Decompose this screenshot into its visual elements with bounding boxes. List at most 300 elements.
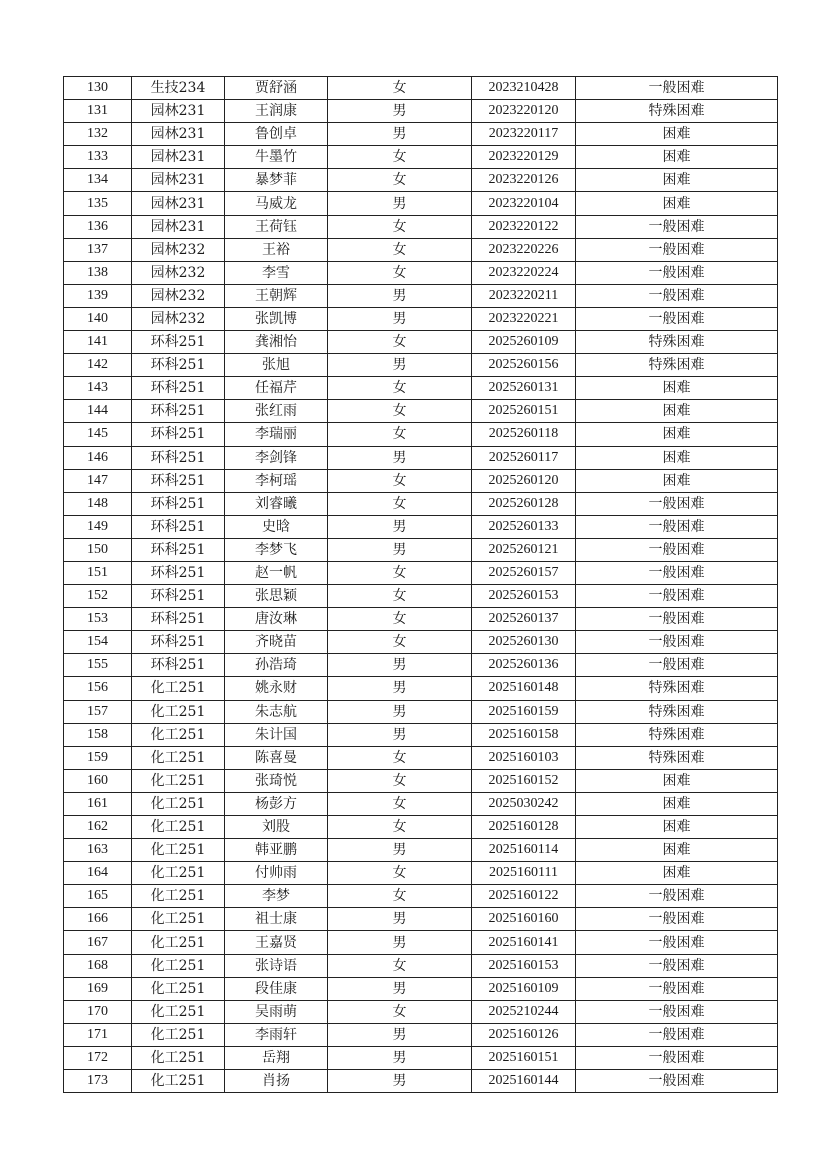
cell-class: 化工251 bbox=[132, 792, 225, 815]
cell-student-id: 2025260151 bbox=[472, 400, 576, 423]
cell-gender: 女 bbox=[328, 792, 472, 815]
cell-name: 祖士康 bbox=[225, 908, 328, 931]
cell-gender: 男 bbox=[328, 977, 472, 1000]
cell-name: 刘股 bbox=[225, 816, 328, 839]
cell-number: 131 bbox=[64, 100, 132, 123]
cell-class: 环科251 bbox=[132, 585, 225, 608]
table-row bbox=[64, 515, 778, 538]
cell-student-id: 2023220126 bbox=[472, 169, 576, 192]
cell-gender: 男 bbox=[328, 908, 472, 931]
cell-gender: 女 bbox=[328, 215, 472, 238]
cell-difficulty-level: 一般困难 bbox=[576, 1000, 778, 1023]
cell-number: 161 bbox=[64, 792, 132, 815]
cell-name: 段佳康 bbox=[225, 977, 328, 1000]
table-row bbox=[64, 261, 778, 284]
cell-student-id: 2025160122 bbox=[472, 885, 576, 908]
cell-difficulty-level: 一般困难 bbox=[576, 515, 778, 538]
cell-number: 139 bbox=[64, 284, 132, 307]
cell-number: 133 bbox=[64, 146, 132, 169]
cell-name: 李雨轩 bbox=[225, 1023, 328, 1046]
cell-class: 园林231 bbox=[132, 100, 225, 123]
cell-gender: 男 bbox=[328, 538, 472, 561]
table-row bbox=[64, 423, 778, 446]
cell-number: 151 bbox=[64, 561, 132, 584]
cell-number: 164 bbox=[64, 862, 132, 885]
table-row bbox=[64, 954, 778, 977]
cell-name: 韩亚鹏 bbox=[225, 839, 328, 862]
cell-class: 化工251 bbox=[132, 1070, 225, 1093]
cell-difficulty-level: 困难 bbox=[576, 769, 778, 792]
cell-student-id: 2025260128 bbox=[472, 492, 576, 515]
cell-name: 张红雨 bbox=[225, 400, 328, 423]
cell-number: 136 bbox=[64, 215, 132, 238]
cell-number: 163 bbox=[64, 839, 132, 862]
cell-class: 化工251 bbox=[132, 746, 225, 769]
cell-number: 172 bbox=[64, 1046, 132, 1069]
table-row bbox=[64, 146, 778, 169]
cell-number: 130 bbox=[64, 77, 132, 100]
cell-class: 环科251 bbox=[132, 400, 225, 423]
cell-name: 李瑞丽 bbox=[225, 423, 328, 446]
cell-gender: 女 bbox=[328, 377, 472, 400]
cell-student-id: 2023220224 bbox=[472, 261, 576, 284]
cell-difficulty-level: 一般困难 bbox=[576, 885, 778, 908]
cell-gender: 男 bbox=[328, 723, 472, 746]
cell-difficulty-level: 一般困难 bbox=[576, 492, 778, 515]
cell-gender: 男 bbox=[328, 931, 472, 954]
cell-student-id: 2023220122 bbox=[472, 215, 576, 238]
cell-student-id: 2025160153 bbox=[472, 954, 576, 977]
cell-name: 张凯博 bbox=[225, 307, 328, 330]
cell-class: 环科251 bbox=[132, 515, 225, 538]
cell-difficulty-level: 一般困难 bbox=[576, 1070, 778, 1093]
cell-number: 166 bbox=[64, 908, 132, 931]
table-row bbox=[64, 100, 778, 123]
cell-student-id: 2023220226 bbox=[472, 238, 576, 261]
cell-name: 孙浩琦 bbox=[225, 654, 328, 677]
cell-class: 化工251 bbox=[132, 677, 225, 700]
cell-difficulty-level: 一般困难 bbox=[576, 77, 778, 100]
cell-student-id: 2025160151 bbox=[472, 1046, 576, 1069]
cell-name: 朱志航 bbox=[225, 700, 328, 723]
cell-name: 朱计国 bbox=[225, 723, 328, 746]
cell-difficulty-level: 特殊困难 bbox=[576, 331, 778, 354]
table-row bbox=[64, 677, 778, 700]
cell-class: 化工251 bbox=[132, 954, 225, 977]
cell-gender: 女 bbox=[328, 608, 472, 631]
cell-student-id: 2025260118 bbox=[472, 423, 576, 446]
cell-number: 170 bbox=[64, 1000, 132, 1023]
cell-number: 153 bbox=[64, 608, 132, 631]
cell-number: 165 bbox=[64, 885, 132, 908]
cell-name: 龚湘怡 bbox=[225, 331, 328, 354]
cell-student-id: 2025260133 bbox=[472, 515, 576, 538]
cell-student-id: 2025260157 bbox=[472, 561, 576, 584]
cell-name: 刘睿曦 bbox=[225, 492, 328, 515]
cell-class: 园林232 bbox=[132, 261, 225, 284]
cell-student-id: 2025260131 bbox=[472, 377, 576, 400]
cell-student-id: 2025160160 bbox=[472, 908, 576, 931]
cell-difficulty-level: 一般困难 bbox=[576, 654, 778, 677]
cell-student-id: 2025160111 bbox=[472, 862, 576, 885]
cell-student-id: 2025160141 bbox=[472, 931, 576, 954]
cell-gender: 女 bbox=[328, 77, 472, 100]
cell-number: 168 bbox=[64, 954, 132, 977]
cell-student-id: 2025160128 bbox=[472, 816, 576, 839]
cell-student-id: 2025260156 bbox=[472, 354, 576, 377]
cell-number: 145 bbox=[64, 423, 132, 446]
cell-gender: 女 bbox=[328, 769, 472, 792]
table-row bbox=[64, 561, 778, 584]
table-row bbox=[64, 792, 778, 815]
cell-class: 园林232 bbox=[132, 307, 225, 330]
cell-difficulty-level: 一般困难 bbox=[576, 307, 778, 330]
cell-student-id: 2025160103 bbox=[472, 746, 576, 769]
cell-gender: 女 bbox=[328, 469, 472, 492]
cell-number: 155 bbox=[64, 654, 132, 677]
cell-difficulty-level: 特殊困难 bbox=[576, 100, 778, 123]
table-row bbox=[64, 1000, 778, 1023]
cell-class: 化工251 bbox=[132, 977, 225, 1000]
cell-difficulty-level: 困难 bbox=[576, 123, 778, 146]
cell-number: 135 bbox=[64, 192, 132, 215]
cell-student-id: 2025260121 bbox=[472, 538, 576, 561]
cell-difficulty-level: 特殊困难 bbox=[576, 746, 778, 769]
cell-class: 环科251 bbox=[132, 631, 225, 654]
cell-number: 154 bbox=[64, 631, 132, 654]
cell-difficulty-level: 困难 bbox=[576, 377, 778, 400]
cell-name: 唐汝琳 bbox=[225, 608, 328, 631]
cell-number: 158 bbox=[64, 723, 132, 746]
table-row bbox=[64, 608, 778, 631]
table-row bbox=[64, 1023, 778, 1046]
cell-student-id: 2025260153 bbox=[472, 585, 576, 608]
table-row bbox=[64, 908, 778, 931]
cell-name: 李梦 bbox=[225, 885, 328, 908]
cell-gender: 男 bbox=[328, 1023, 472, 1046]
cell-gender: 男 bbox=[328, 839, 472, 862]
cell-name: 李剑锋 bbox=[225, 446, 328, 469]
cell-class: 化工251 bbox=[132, 931, 225, 954]
cell-class: 化工251 bbox=[132, 1046, 225, 1069]
cell-gender: 男 bbox=[328, 354, 472, 377]
cell-class: 生技234 bbox=[132, 77, 225, 100]
cell-name: 贾舒涵 bbox=[225, 77, 328, 100]
cell-gender: 女 bbox=[328, 261, 472, 284]
cell-difficulty-level: 困难 bbox=[576, 469, 778, 492]
cell-gender: 女 bbox=[328, 585, 472, 608]
cell-class: 化工251 bbox=[132, 839, 225, 862]
cell-class: 环科251 bbox=[132, 446, 225, 469]
cell-name: 李梦飞 bbox=[225, 538, 328, 561]
cell-difficulty-level: 困难 bbox=[576, 169, 778, 192]
cell-difficulty-level: 一般困难 bbox=[576, 215, 778, 238]
cell-number: 156 bbox=[64, 677, 132, 700]
table-row bbox=[64, 354, 778, 377]
cell-name: 齐晓苗 bbox=[225, 631, 328, 654]
cell-number: 148 bbox=[64, 492, 132, 515]
cell-class: 化工251 bbox=[132, 885, 225, 908]
cell-difficulty-level: 特殊困难 bbox=[576, 700, 778, 723]
cell-student-id: 2023220120 bbox=[472, 100, 576, 123]
cell-difficulty-level: 一般困难 bbox=[576, 631, 778, 654]
table-row bbox=[64, 977, 778, 1000]
table-row bbox=[64, 862, 778, 885]
cell-difficulty-level: 一般困难 bbox=[576, 1046, 778, 1069]
cell-class: 园林231 bbox=[132, 146, 225, 169]
table-row bbox=[64, 169, 778, 192]
cell-class: 环科251 bbox=[132, 538, 225, 561]
cell-number: 171 bbox=[64, 1023, 132, 1046]
table-row bbox=[64, 700, 778, 723]
cell-number: 140 bbox=[64, 307, 132, 330]
cell-student-id: 2025160126 bbox=[472, 1023, 576, 1046]
cell-gender: 男 bbox=[328, 123, 472, 146]
cell-name: 姚永财 bbox=[225, 677, 328, 700]
cell-student-id: 2023220104 bbox=[472, 192, 576, 215]
cell-difficulty-level: 困难 bbox=[576, 400, 778, 423]
cell-number: 137 bbox=[64, 238, 132, 261]
cell-name: 肖扬 bbox=[225, 1070, 328, 1093]
table-row bbox=[64, 377, 778, 400]
cell-gender: 男 bbox=[328, 1070, 472, 1093]
cell-difficulty-level: 困难 bbox=[576, 192, 778, 215]
cell-name: 张琦悦 bbox=[225, 769, 328, 792]
table-row bbox=[64, 654, 778, 677]
table-row bbox=[64, 469, 778, 492]
cell-name: 付帅雨 bbox=[225, 862, 328, 885]
cell-name: 鲁创卓 bbox=[225, 123, 328, 146]
cell-name: 张思颖 bbox=[225, 585, 328, 608]
cell-class: 化工251 bbox=[132, 862, 225, 885]
cell-class: 化工251 bbox=[132, 700, 225, 723]
cell-class: 环科251 bbox=[132, 654, 225, 677]
cell-gender: 女 bbox=[328, 423, 472, 446]
cell-difficulty-level: 特殊困难 bbox=[576, 677, 778, 700]
cell-name: 张旭 bbox=[225, 354, 328, 377]
cell-gender: 女 bbox=[328, 746, 472, 769]
cell-class: 园林232 bbox=[132, 238, 225, 261]
cell-student-id: 2023220221 bbox=[472, 307, 576, 330]
cell-gender: 女 bbox=[328, 631, 472, 654]
cell-difficulty-level: 困难 bbox=[576, 839, 778, 862]
cell-name: 李雪 bbox=[225, 261, 328, 284]
table-row bbox=[64, 192, 778, 215]
table-row bbox=[64, 77, 778, 100]
cell-difficulty-level: 一般困难 bbox=[576, 1023, 778, 1046]
cell-number: 132 bbox=[64, 123, 132, 146]
cell-number: 159 bbox=[64, 746, 132, 769]
cell-class: 化工251 bbox=[132, 769, 225, 792]
cell-gender: 女 bbox=[328, 492, 472, 515]
table-row bbox=[64, 123, 778, 146]
cell-name: 马威龙 bbox=[225, 192, 328, 215]
cell-student-id: 2025160114 bbox=[472, 839, 576, 862]
cell-gender: 女 bbox=[328, 331, 472, 354]
table-row bbox=[64, 839, 778, 862]
cell-number: 149 bbox=[64, 515, 132, 538]
cell-student-id: 2025160109 bbox=[472, 977, 576, 1000]
cell-number: 167 bbox=[64, 931, 132, 954]
table-row bbox=[64, 931, 778, 954]
cell-class: 环科251 bbox=[132, 377, 225, 400]
cell-class: 化工251 bbox=[132, 1023, 225, 1046]
cell-class: 环科251 bbox=[132, 331, 225, 354]
cell-gender: 女 bbox=[328, 146, 472, 169]
cell-gender: 男 bbox=[328, 654, 472, 677]
cell-student-id: 2023220129 bbox=[472, 146, 576, 169]
cell-gender: 女 bbox=[328, 862, 472, 885]
table-row bbox=[64, 1070, 778, 1093]
cell-gender: 女 bbox=[328, 400, 472, 423]
cell-name: 岳翔 bbox=[225, 1046, 328, 1069]
cell-difficulty-level: 困难 bbox=[576, 146, 778, 169]
cell-gender: 女 bbox=[328, 885, 472, 908]
cell-number: 150 bbox=[64, 538, 132, 561]
cell-student-id: 2025210244 bbox=[472, 1000, 576, 1023]
cell-student-id: 2025260117 bbox=[472, 446, 576, 469]
cell-number: 143 bbox=[64, 377, 132, 400]
student-aid-table bbox=[63, 76, 778, 1093]
cell-difficulty-level: 一般困难 bbox=[576, 585, 778, 608]
cell-number: 144 bbox=[64, 400, 132, 423]
cell-name: 暴梦菲 bbox=[225, 169, 328, 192]
cell-gender: 男 bbox=[328, 700, 472, 723]
cell-number: 134 bbox=[64, 169, 132, 192]
cell-name: 任福芹 bbox=[225, 377, 328, 400]
cell-difficulty-level: 一般困难 bbox=[576, 238, 778, 261]
cell-gender: 女 bbox=[328, 1000, 472, 1023]
cell-student-id: 2023220117 bbox=[472, 123, 576, 146]
cell-class: 环科251 bbox=[132, 492, 225, 515]
table-row bbox=[64, 400, 778, 423]
cell-name: 杨彭方 bbox=[225, 792, 328, 815]
cell-difficulty-level: 特殊困难 bbox=[576, 723, 778, 746]
cell-student-id: 2023210428 bbox=[472, 77, 576, 100]
cell-difficulty-level: 困难 bbox=[576, 446, 778, 469]
cell-class: 园林232 bbox=[132, 284, 225, 307]
cell-difficulty-level: 一般困难 bbox=[576, 977, 778, 1000]
cell-gender: 女 bbox=[328, 169, 472, 192]
cell-student-id: 2025160152 bbox=[472, 769, 576, 792]
cell-number: 141 bbox=[64, 331, 132, 354]
cell-student-id: 2025260109 bbox=[472, 331, 576, 354]
cell-number: 138 bbox=[64, 261, 132, 284]
table-row bbox=[64, 492, 778, 515]
table-row bbox=[64, 585, 778, 608]
cell-name: 王裕 bbox=[225, 238, 328, 261]
cell-name: 赵一帆 bbox=[225, 561, 328, 584]
cell-name: 吴雨萌 bbox=[225, 1000, 328, 1023]
cell-gender: 男 bbox=[328, 1046, 472, 1069]
table-row bbox=[64, 284, 778, 307]
table-row bbox=[64, 885, 778, 908]
cell-gender: 男 bbox=[328, 284, 472, 307]
cell-name: 李柯瑶 bbox=[225, 469, 328, 492]
table-row bbox=[64, 746, 778, 769]
cell-number: 169 bbox=[64, 977, 132, 1000]
cell-number: 157 bbox=[64, 700, 132, 723]
cell-class: 环科251 bbox=[132, 561, 225, 584]
table-row bbox=[64, 331, 778, 354]
table-body bbox=[64, 77, 778, 1093]
cell-difficulty-level: 困难 bbox=[576, 792, 778, 815]
table-row bbox=[64, 538, 778, 561]
cell-gender: 男 bbox=[328, 192, 472, 215]
cell-difficulty-level: 一般困难 bbox=[576, 931, 778, 954]
cell-number: 160 bbox=[64, 769, 132, 792]
cell-number: 147 bbox=[64, 469, 132, 492]
cell-difficulty-level: 困难 bbox=[576, 816, 778, 839]
cell-student-id: 2025260137 bbox=[472, 608, 576, 631]
cell-gender: 女 bbox=[328, 954, 472, 977]
cell-difficulty-level: 困难 bbox=[576, 862, 778, 885]
cell-gender: 男 bbox=[328, 446, 472, 469]
cell-gender: 男 bbox=[328, 307, 472, 330]
cell-name: 牛墨竹 bbox=[225, 146, 328, 169]
cell-class: 环科251 bbox=[132, 423, 225, 446]
cell-class: 化工251 bbox=[132, 816, 225, 839]
cell-number: 162 bbox=[64, 816, 132, 839]
table-row bbox=[64, 631, 778, 654]
table-row bbox=[64, 816, 778, 839]
table-row bbox=[64, 215, 778, 238]
cell-student-id: 2025160144 bbox=[472, 1070, 576, 1093]
table-row bbox=[64, 307, 778, 330]
cell-name: 张诗语 bbox=[225, 954, 328, 977]
cell-class: 化工251 bbox=[132, 723, 225, 746]
cell-difficulty-level: 一般困难 bbox=[576, 284, 778, 307]
cell-name: 王嘉贤 bbox=[225, 931, 328, 954]
cell-number: 173 bbox=[64, 1070, 132, 1093]
cell-student-id: 2025160148 bbox=[472, 677, 576, 700]
cell-class: 环科251 bbox=[132, 608, 225, 631]
cell-student-id: 2023220211 bbox=[472, 284, 576, 307]
cell-class: 化工251 bbox=[132, 908, 225, 931]
cell-difficulty-level: 一般困难 bbox=[576, 561, 778, 584]
cell-student-id: 2025030242 bbox=[472, 792, 576, 815]
cell-difficulty-level: 一般困难 bbox=[576, 261, 778, 284]
cell-number: 152 bbox=[64, 585, 132, 608]
cell-student-id: 2025260130 bbox=[472, 631, 576, 654]
cell-gender: 男 bbox=[328, 677, 472, 700]
cell-name: 史晗 bbox=[225, 515, 328, 538]
cell-class: 园林231 bbox=[132, 123, 225, 146]
cell-gender: 女 bbox=[328, 561, 472, 584]
cell-difficulty-level: 一般困难 bbox=[576, 908, 778, 931]
cell-name: 王朝辉 bbox=[225, 284, 328, 307]
table-row bbox=[64, 1046, 778, 1069]
table-row bbox=[64, 723, 778, 746]
cell-difficulty-level: 一般困难 bbox=[576, 954, 778, 977]
cell-number: 142 bbox=[64, 354, 132, 377]
cell-class: 环科251 bbox=[132, 469, 225, 492]
table-row bbox=[64, 238, 778, 261]
cell-name: 陈喜曼 bbox=[225, 746, 328, 769]
cell-class: 化工251 bbox=[132, 1000, 225, 1023]
cell-difficulty-level: 特殊困难 bbox=[576, 354, 778, 377]
cell-number: 146 bbox=[64, 446, 132, 469]
cell-name: 王荷钰 bbox=[225, 215, 328, 238]
cell-gender: 女 bbox=[328, 238, 472, 261]
cell-student-id: 2025260136 bbox=[472, 654, 576, 677]
cell-gender: 男 bbox=[328, 100, 472, 123]
cell-class: 园林231 bbox=[132, 192, 225, 215]
cell-difficulty-level: 一般困难 bbox=[576, 608, 778, 631]
cell-name: 王润康 bbox=[225, 100, 328, 123]
cell-class: 环科251 bbox=[132, 354, 225, 377]
cell-difficulty-level: 困难 bbox=[576, 423, 778, 446]
